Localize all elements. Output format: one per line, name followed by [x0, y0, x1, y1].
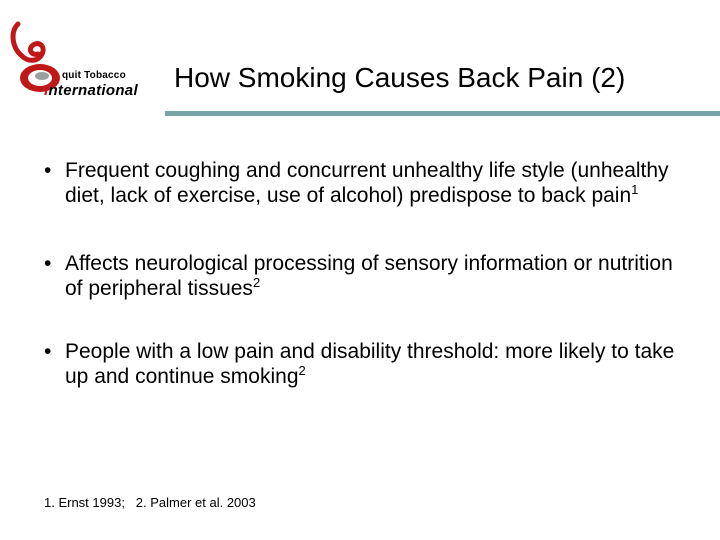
bullet-dot-icon: •: [44, 159, 52, 182]
bullet-item: [44, 339, 694, 389]
bullet-list: [44, 158, 694, 389]
title-underline-rule: [165, 111, 720, 116]
bullet-dot-icon: •: [44, 252, 52, 275]
logo-text-line1: quit Tobacco: [62, 70, 126, 81]
bullet-text: Affects neurological processing of sensory information or nutrition of peripheral tissues: [65, 252, 673, 300]
bullet-item: [44, 251, 694, 301]
bullet-text: Frequent coughing and concurrent unhealthy life style (unhealthy diet, lack of exercise, use of alcohol) predispose to back pain: [65, 159, 669, 207]
slide-title: How Smoking Causes Back Pain (2): [174, 62, 626, 93]
bullet-reference: 2: [252, 275, 261, 290]
bullet-reference: 1: [631, 182, 639, 197]
logo-text-rest: nternational: [48, 82, 138, 99]
bullet-text: People with a low pain and disability threshold: more likely to take up and continue smoking: [65, 340, 675, 388]
references-footnote: 1. Ernst 1993; 2. Palmer et al. 2003: [44, 495, 256, 510]
bullet-reference: 2: [298, 363, 306, 378]
logo-text-line2: [44, 82, 138, 99]
logo-initial: I: [44, 82, 49, 99]
bullet-item: [44, 158, 694, 208]
quit-tobacco-logo: [8, 18, 163, 102]
bullet-dot-icon: •: [44, 340, 52, 363]
